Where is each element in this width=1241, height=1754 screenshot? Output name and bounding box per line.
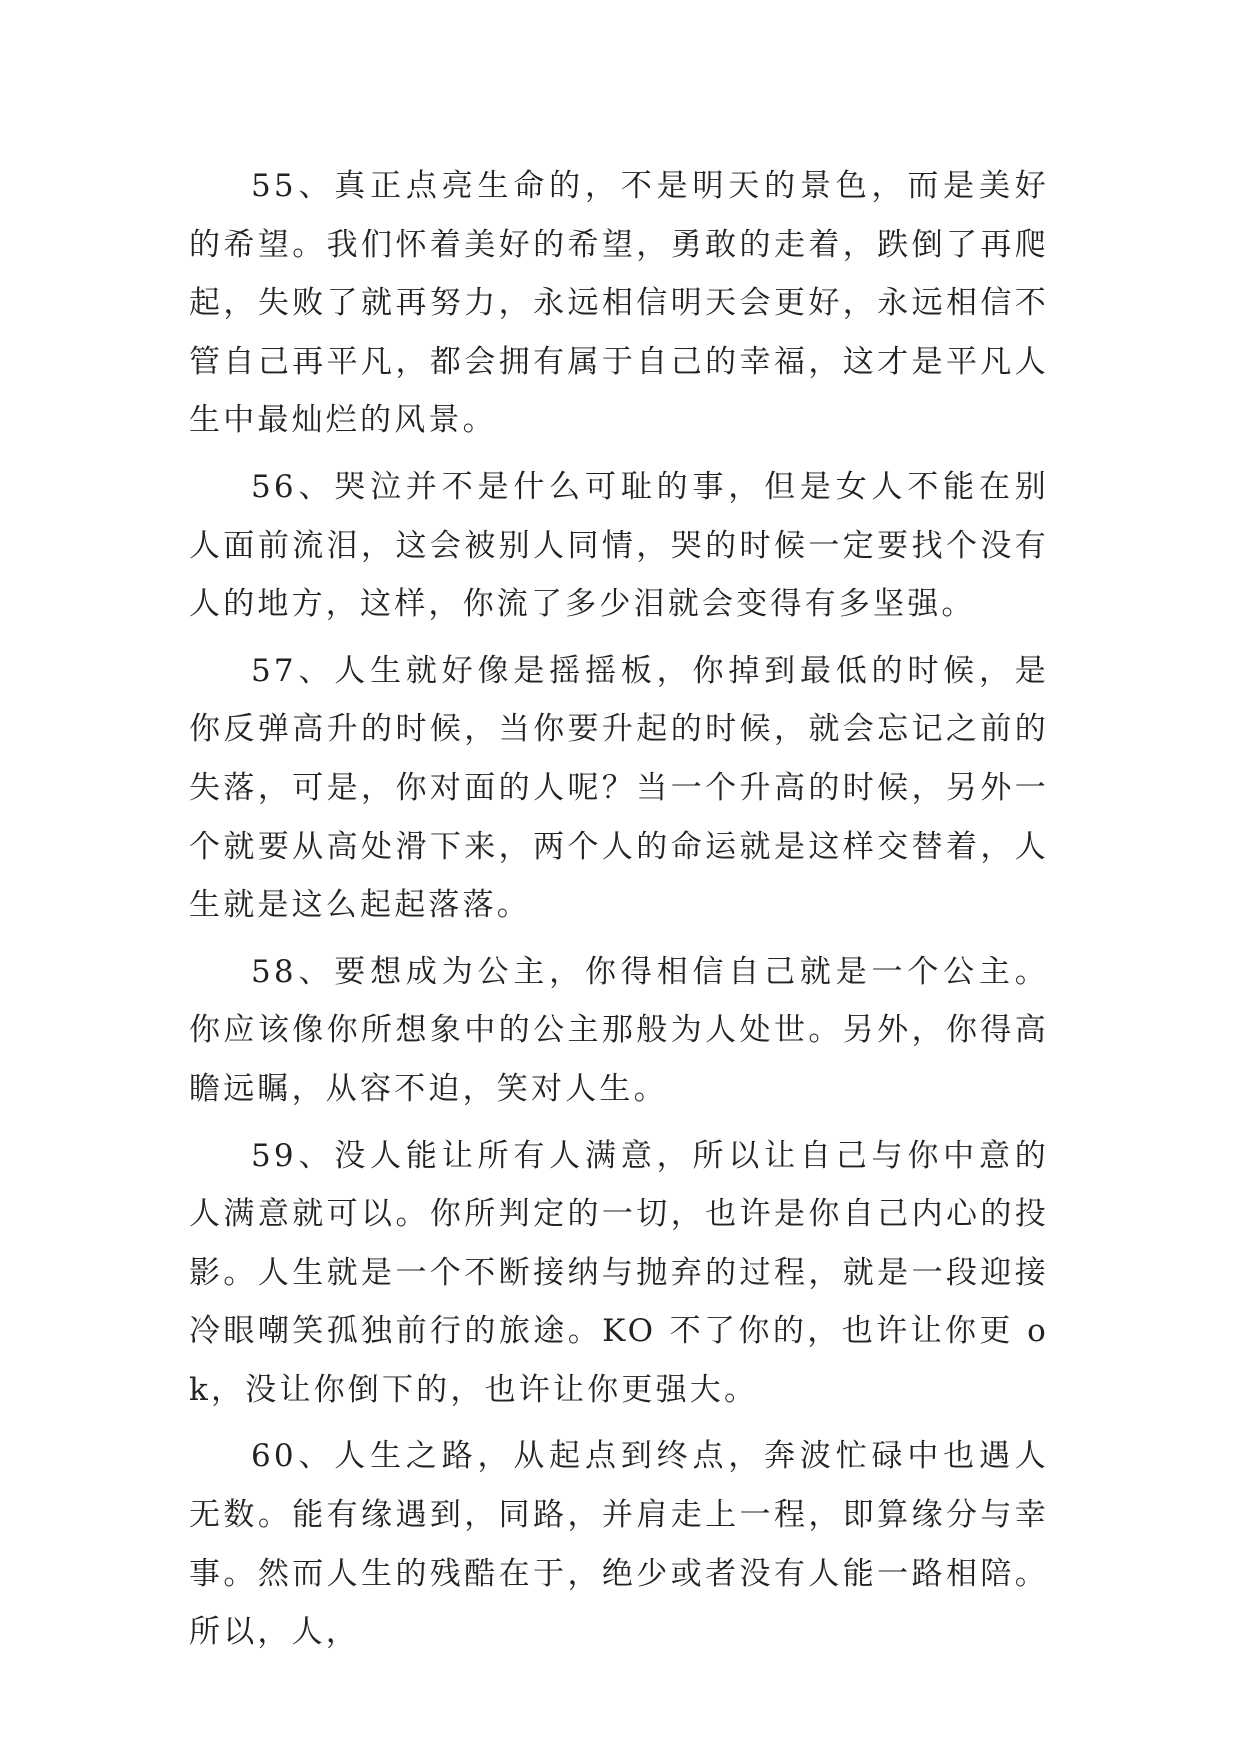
paragraph-56: 56、哭泣并不是什么可耻的事，但是女人不能在别人面前流泪，这会被别人同情，哭的时候一定要找个没有人的地方，这样，你流了多少泪就会变得有多坚强。 (189, 468, 1049, 623)
document-body (189, 157, 1049, 1670)
paragraph-59: 59、没人能让所有人满意，所以让自己与你中意的人满意就可以。你所判定的一切，也许是你自己内心的投影。人生就是一个不断接纳与抛弃的过程，就是一段迎接冷眼嘲笑孤独前行的旅途。KO 不了你的，也许让你更 ok，没让你倒下的，也许让你更强大。 (189, 1137, 1049, 1408)
paragraph-55: 55、真正点亮生命的，不是明天的景色，而是美好的希望。我们怀着美好的希望，勇敢的走着，跌倒了再爬起，失败了就再努力，永远相信明天会更好，永远相信不管自己再平凡，都会拥有属于自己的幸福，这才是平凡人生中最灿烂的风景。 (189, 168, 1049, 439)
paragraph-57: 57、人生就好像是摇摇板，你掉到最低的时候，是你反弹高升的时候，当你要升起的时候，就会忘记之前的失落，可是，你对面的人呢？当一个升高的时候，另外一个就要从高处滑下来，两个人的命运就是这样交替着，人生就是这么起起落落。 (189, 652, 1049, 924)
paragraph-60: 60、人生之路，从起点到终点，奔波忙碌中也遇人无数。能有缘遇到，同路，并肩走上一程，即算缘分与幸事。然而人生的残酷在于，绝少或者没有人能一路相陪。所以，人， (189, 1438, 1049, 1651)
paragraph-58: 58、要想成为公主，你得相信自己就是一个公主。你应该像你所想象中的公主那般为人处世。另外，你得高瞻远瞩，从容不迫，笑对人生。 (189, 953, 1049, 1107)
